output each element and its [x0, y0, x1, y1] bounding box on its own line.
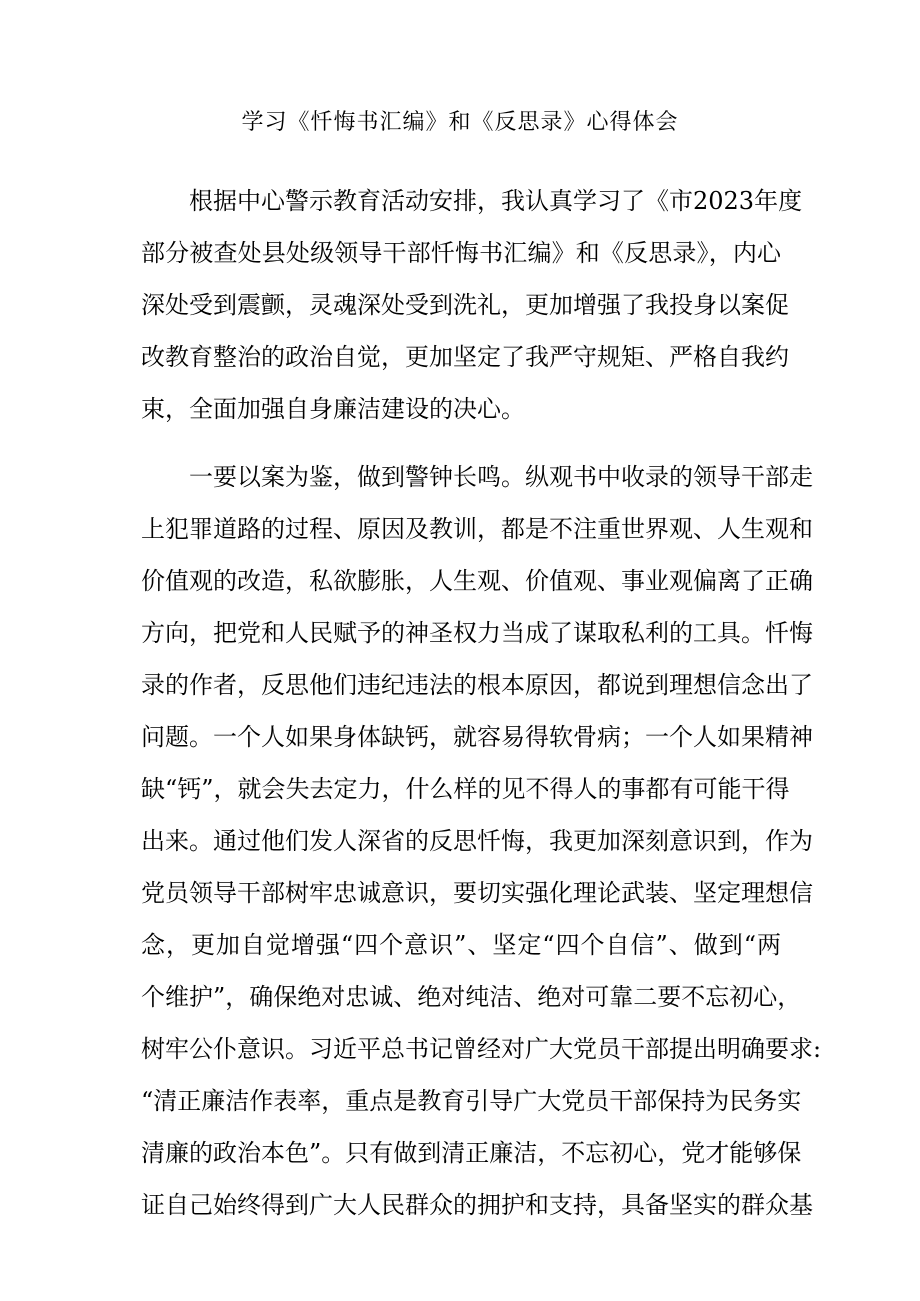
paragraph-line: 深处受到震颤，灵魂深处受到洗礼，更加增强了我投身以案促: [141, 291, 789, 319]
paragraph-line: 价值观的改造，私欲膨胀，人生观、价值观、事业观偏离了正确: [141, 567, 813, 595]
paragraph-line: “清正廉洁作表率，重点是教育引导广大党员干部保持为民务实: [141, 1087, 802, 1115]
document-title: 学习《忏悔书汇编》和《反思录》心得体会: [241, 110, 679, 135]
paragraph-line: 念，更加自觉增强“四个意识”、坚定“四个自信”、做到“两: [141, 931, 781, 959]
paragraph-line: 一要以案为鉴，做到警钟长鸣。纵观书中收录的领导干部走: [189, 463, 813, 491]
paragraph-line: 问题。一个人如果身体缺钙，就容易得软骨病；一个人如果精神: [141, 723, 813, 751]
paragraph-line: 改教育整治的政治自觉，更加坚定了我严守规矩、严格自我约: [141, 343, 789, 371]
paragraph-line: 证自己始终得到广大人民群众的拥护和支持，具备坚实的群众基: [141, 1191, 813, 1219]
paragraph-line: 录的作者，反思他们违纪违法的根本原因，都说到理想信念出了: [141, 671, 813, 699]
paragraph-line: 缺“钙”，就会失去定力，什么样的见不得人的事都有可能干得: [141, 775, 790, 803]
paragraph-line: 根据中心警示教育活动安排，我认真学习了《市2023年度: [189, 187, 803, 215]
paragraph-line: 清廉的政治本色”。只有做到清正廉洁，不忘初心，党才能够保: [141, 1139, 802, 1167]
paragraph-line: 个维护”，确保绝对忠诚、绝对纯洁、绝对可靠二要不忘初心，: [141, 983, 802, 1011]
paragraph-line: 出来。通过他们发人深省的反思忏悔，我更加深刻意识到，作为: [141, 827, 813, 855]
paragraph-intro: [141, 175, 803, 435]
paragraph-line: 树牢公仆意识。习近平总书记曾经对广大党员干部提出明确要求:: [141, 1035, 822, 1063]
paragraph-line: 党员领导干部树牢忠诚意识，要切实强化理论武装、坚定理想信: [141, 879, 813, 907]
paragraph-line: 方向，把党和人民赋予的神圣权力当成了谋取私利的工具。忏悔: [141, 619, 813, 647]
paragraph-line: 部分被查处县处级领导干部忏悔书汇编》和《反思录》，内心: [141, 239, 781, 267]
paragraph-line: 上犯罪道路的过程、原因及教训，都是不注重世界观、人生观和: [141, 515, 813, 543]
paragraph-line: 束，全面加强自身廉洁建设的决心。: [141, 395, 525, 423]
paragraph-section-one: [141, 451, 822, 1231]
